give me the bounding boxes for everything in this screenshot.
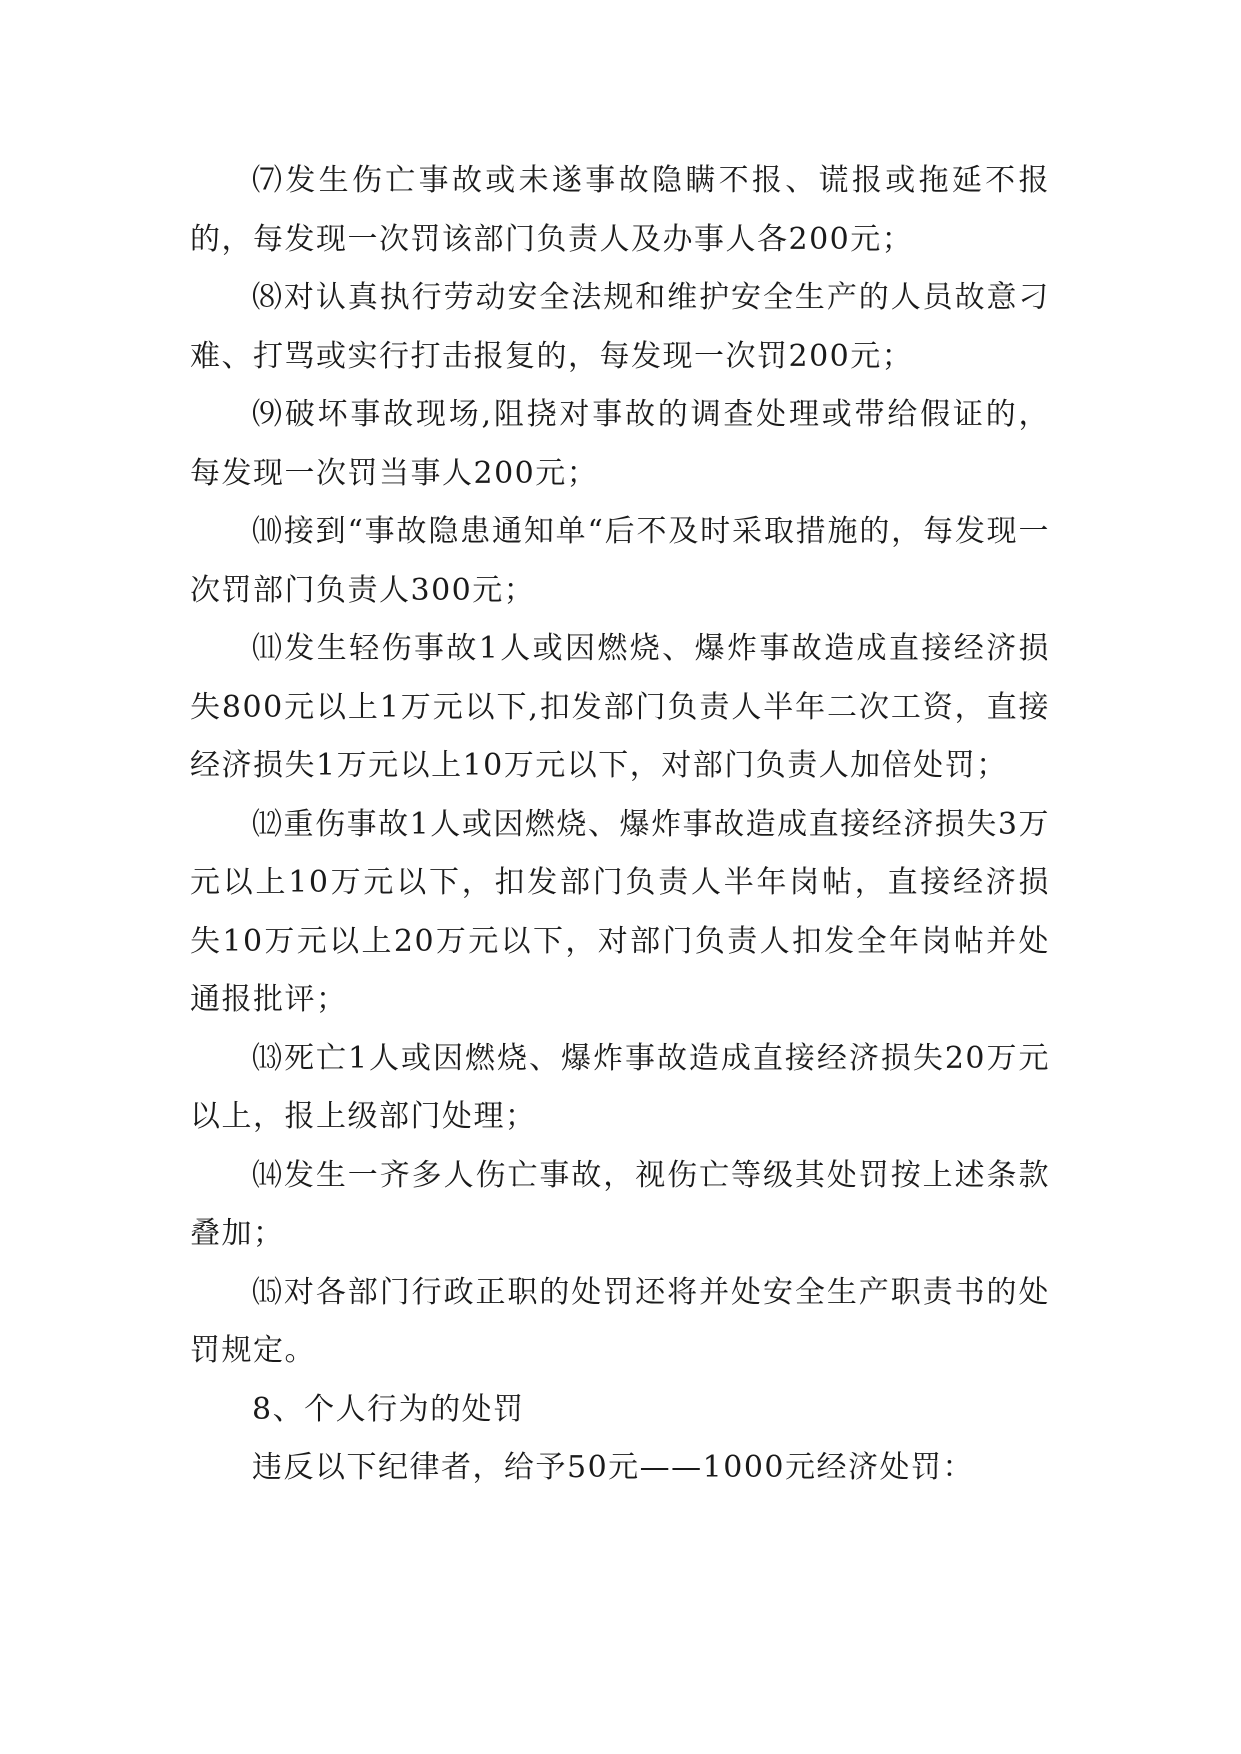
document-page <box>190 152 1050 1498</box>
paragraph-14: ⒁发生一齐多人伤亡事故，视伤亡等级其处罚按上述条款叠加； <box>190 1157 1050 1251</box>
paragraph-10: ⑽接到“事故隐患通知单“后不及时采取措施的，每发现一次罚部门负责人300元； <box>190 514 1050 608</box>
paragraph-12: ⑿重伤事故1人或因燃烧、爆炸事故造成直接经济损失3万元以上10万元以下，扣发部门负责人半年岗帖，直接经济损失10万元以上20万元以下，对部门负责人扣发全年岗帖并处通报批评； <box>190 806 1050 1017</box>
paragraph-13: ⒀死亡1人或因燃烧、爆炸事故造成直接经济损失20万元以上，报上级部门处理； <box>190 1040 1050 1134</box>
paragraph-15: ⒂对各部门行政正职的处罚还将并处安全生产职责书的处罚规定。 <box>190 1274 1050 1368</box>
paragraph-11: ⑾发生轻伤事故1人或因燃烧、爆炸事故造成直接经济损失800元以上1万元以下,扣发部门负责人半年二次工资，直接经济损失1万元以上10万元以下，对部门负责人加倍处罚； <box>190 631 1050 783</box>
section-intro: 违反以下纪律者，给予50元——1000元经济处罚： <box>252 1450 975 1485</box>
paragraph-7: ⑺发生伤亡事故或未遂事故隐瞒不报、谎报或拖延不报的，每发现一次罚该部门负责人及办事人各200元； <box>190 163 1050 257</box>
section-heading: 8、个人行为的处罚 <box>252 1391 525 1427</box>
paragraph-9: ⑼破坏事故现场,阻挠对事故的调查处理或带给假证的，每发现一次罚当事人200元； <box>190 397 1050 491</box>
paragraph-8: ⑻对认真执行劳动安全法规和维护安全生产的人员故意刁难、打骂或实行打击报复的，每发现一次罚200元； <box>190 280 1050 374</box>
